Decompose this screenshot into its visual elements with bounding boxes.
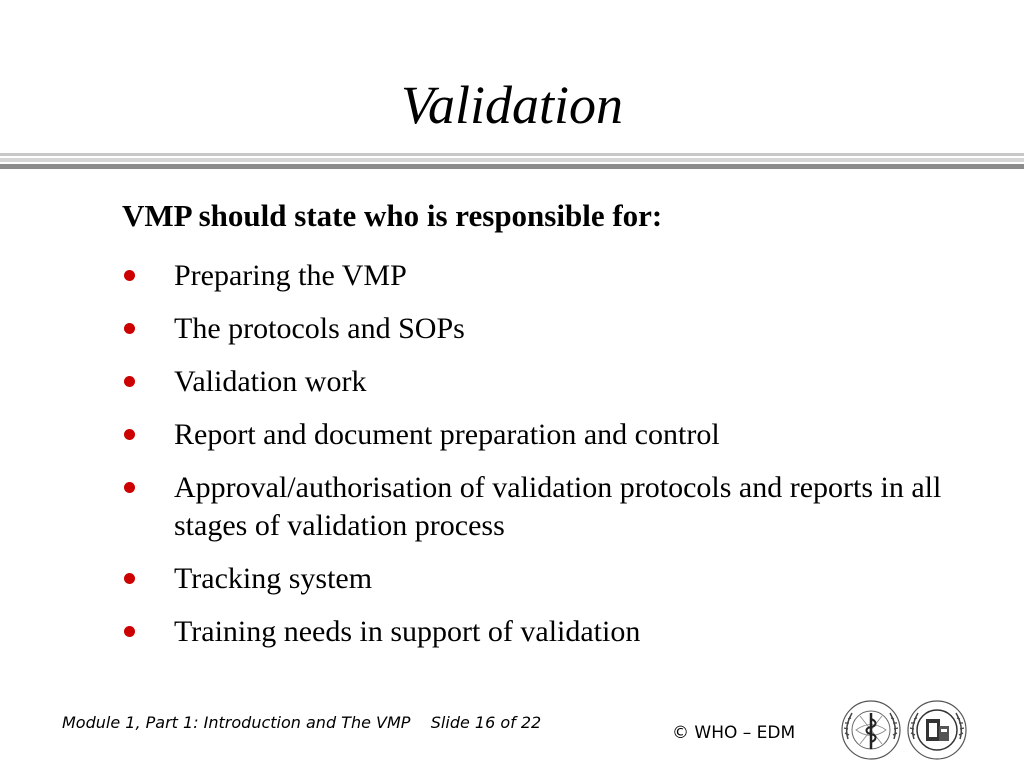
bullet-item xyxy=(120,560,980,598)
bullet-dot-icon xyxy=(124,429,135,440)
footer-slide-counter: Slide 16 of 22 xyxy=(430,713,542,732)
bullet-text: Report and document preparation and control xyxy=(174,418,720,451)
bullet-item xyxy=(120,416,980,454)
bullet-item xyxy=(120,469,980,545)
title-divider xyxy=(0,164,1024,169)
un-emblem-icon xyxy=(906,699,968,761)
section-heading: VMP should state who is responsible for: xyxy=(122,198,663,233)
bullet-text: The protocols and SOPs xyxy=(174,312,465,345)
slide-title: Validation xyxy=(400,75,623,135)
title-divider xyxy=(0,153,1024,156)
bullet-dot-icon xyxy=(124,323,135,334)
bullet-list xyxy=(120,257,980,666)
title-divider xyxy=(0,158,1024,162)
bullet-text: Preparing the VMP xyxy=(174,259,407,292)
bullet-dot-icon xyxy=(124,626,135,637)
bullet-item xyxy=(120,257,980,295)
footer-module-info xyxy=(62,712,541,734)
bullet-item xyxy=(120,613,980,651)
bullet-text: Approval/authorisation of validation protocols and reports in all stages of validation process xyxy=(174,471,942,542)
footer-copyright: © WHO – EDM xyxy=(672,723,796,743)
bullet-dot-icon xyxy=(124,376,135,387)
bullet-item xyxy=(120,363,980,401)
bullet-dot-icon xyxy=(124,482,135,493)
footer-module-text: Module 1, Part 1: Introduction and The VMP xyxy=(62,713,411,732)
bullet-dot-icon xyxy=(124,573,135,584)
bullet-text: Validation work xyxy=(174,365,367,398)
bullet-text: Training needs in support of validation xyxy=(174,615,641,648)
bullet-text: Tracking system xyxy=(174,562,373,595)
bullet-dot-icon xyxy=(124,270,135,281)
who-emblem-icon xyxy=(840,699,902,761)
bullet-item xyxy=(120,310,980,348)
